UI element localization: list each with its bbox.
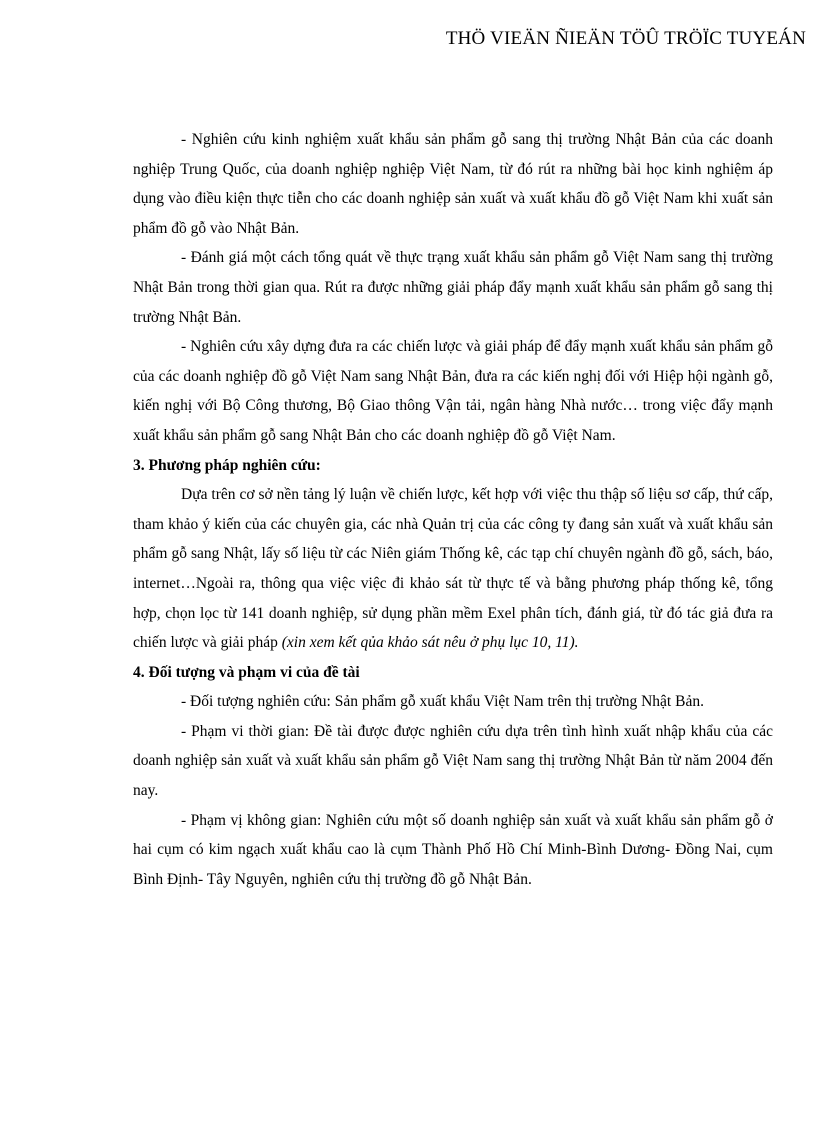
section-heading-methods: 3. Phương pháp nghiên cứu: (133, 456, 321, 474)
section-heading-scope: 4. Đối tượng và phạm vi của đề tài (133, 663, 360, 681)
methods-text: Dựa trên cơ sở nền tảng lý luận về chiến lược, kết hợp với việc thu thập số liệu sơ cấp, thứ cấp, tham khảo ý kiến của các chuyên gia, các nhà Quản trị của các công ty đang sản xuất và xuất khẩu sản phẩm gỗ sang Nhật, lấy số liệu từ các Niên giám Thống kê, các tạp chí chuyên ngành đồ gỗ, sách, báo, internet…Ngoài ra, thông qua việc việc đi khảo sát từ thực tế và bằng phương pháp thống kê, tổng hợp, chọn lọc từ 141 doanh nghiệp, sử dụng phần mềm Exel phân tích, đánh giá, từ đó tác giả đưa ra chiến lược và giải pháp (133, 486, 773, 652)
paragraph-time-scope: - Phạm vi thời gian: Đề tài được được nghiên cứu dựa trên tình hình xuất nhập khẩu của các doanh nghiệp sản xuất và xuất khẩu sản phẩm gỗ Việt Nam sang thị trường Nhật Bản từ năm 2004 đến nay. (133, 722, 773, 800)
document-body (133, 125, 773, 894)
paragraph-methods (133, 480, 773, 658)
paragraph-strategy: - Nghiên cứu xây dựng đưa ra các chiến lược và giải pháp để đẩy mạnh xuất khẩu sản phẩm gỗ của các doanh nghiệp đồ gỗ Việt Nam sang Nhật Bản, đưa ra các kiến nghị đối với Hiệp hội ngành gỗ, kiến nghị với Bộ Công thương, Bộ Giao thông Vận tải, ngân hàng Nhà nước… trong việc đẩy mạnh xuất khẩu sản phẩm gỗ sang Nhật Bản cho các doanh nghiệp đồ gỗ Việt Nam. (133, 338, 773, 444)
methods-appendix-note: (xin xem kết qủa khảo sát nêu ở phụ lục 10, 11). (281, 634, 579, 652)
paragraph-assessment: - Đánh giá một cách tổng quát về thực trạng xuất khẩu sản phẩm gỗ Việt Nam sang thị trường Nhật Bản trong thời gian qua. Rút ra được những giải pháp đẩy mạnh xuất khẩu sản phẩm gỗ sang thị trường Nhật Bản. (133, 249, 773, 326)
page-header: THÖ VIEÄN ÑIEÄN TÖÛ TRÖÏC TUYEÁN (445, 28, 806, 49)
paragraph-space-scope: - Phạm vị không gian: Nghiên cứu một số doanh nghiệp sản xuất và xuất khẩu sản phẩm gỗ ở hai cụm có kim ngạch xuất khẩu cao là cụm Thành Phố Hồ Chí Minh-Bình Dương- Đồng Nai, cụm Bình Định- Tây Nguyên, nghiên cứu thị trường đồ gỗ Nhật Bản. (133, 811, 773, 888)
paragraph-subject: - Đối tượng nghiên cứu: Sản phẩm gỗ xuất khẩu Việt Nam trên thị trường Nhật Bản. (181, 693, 704, 711)
paragraph-research-experience: - Nghiên cứu kinh nghiệm xuất khẩu sản phẩm gỗ sang thị trường Nhật Bản của các doanh nghiệp Trung Quốc, của doanh nghiệp nghiệp Việt Nam, từ đó rút ra những bài học kinh nghiệm áp dụng vào điều kiện thực tiễn cho các doanh nghiệp sản xuất và xuất khẩu đồ gỗ Việt Nam khi xuất sản phẩm đồ gỗ vào Nhật Bản. (133, 131, 773, 237)
